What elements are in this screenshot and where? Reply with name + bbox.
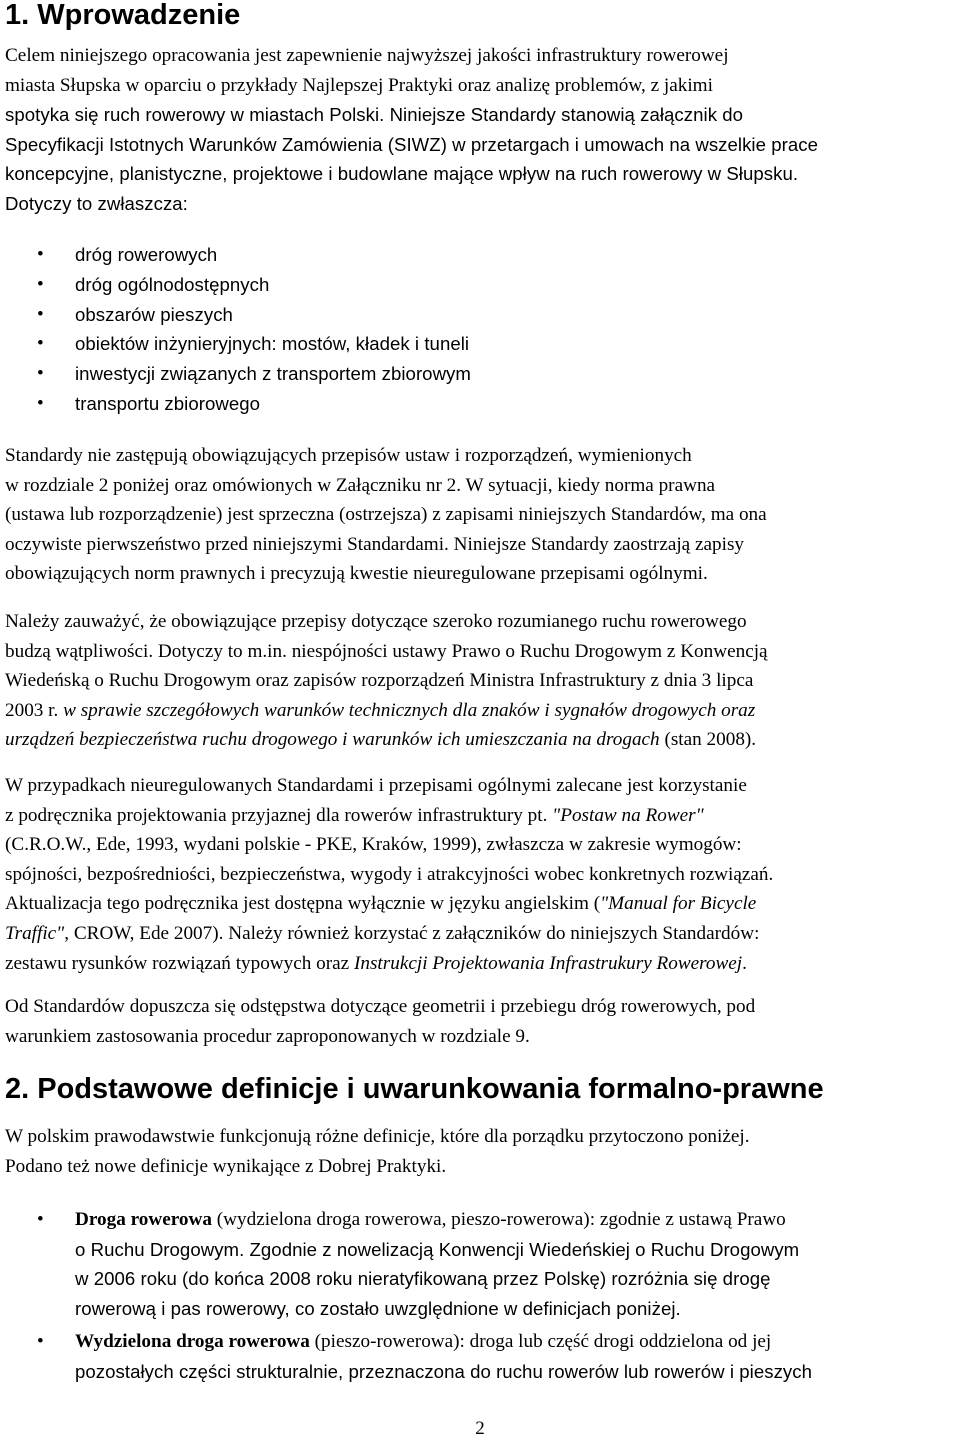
- text-line: (ustawa lub rozporządzenie) jest sprzeczna (ostrzejsza) z zapisami niniejszych Standardów, ma ona: [5, 504, 767, 526]
- text-line: Specyfikacji Istotnych Warunków Zamówienia (SIWZ) w przetargach i umowach na wszelkie prace: [5, 133, 818, 155]
- text-line: warunkiem zastosowania procedur zaproponowanych w rozdziale 9.: [5, 1025, 530, 1047]
- list-item: [0, 240, 960, 270]
- text-line: W przypadkach nieuregulowanych Standardami i przepisami ogólnymi zalecane jest korzystanie: [5, 775, 747, 796]
- bullet-icon: •: [37, 303, 44, 325]
- deviation-paragraph: [5, 992, 960, 1051]
- definition-term: Droga rowerowa: [75, 1209, 212, 1230]
- text-line: spójności, bezpośredniości, bezpieczeństwa, wygody i atrakcyjności wobec konkretnych rozwiązań.: [5, 863, 774, 885]
- bullet-icon: •: [37, 333, 44, 355]
- text-run: .: [742, 952, 747, 974]
- text-line: pozostałych części strukturalnie, przeznaczona do ruchu rowerów lub rowerów i pieszych: [75, 1360, 813, 1382]
- book-title: "Postaw na Rower": [552, 804, 704, 826]
- text-run: zestawu rysunków rozwiązań typowych oraz: [5, 952, 354, 974]
- text-line: w 2006 roku (do końca 2008 roku nieratyfikowaną przez Polskę) rozróżnia się drogę: [75, 1268, 771, 1290]
- standards-paragraph: [5, 441, 960, 589]
- text-line: Należy zauważyć, że obowiązujące przepisy dotyczące szeroko rozumianego ruchu rowerowego: [5, 611, 747, 632]
- definition-text: (pieszo-rowerowa): droga lub część drogi oddzielona od jej: [309, 1331, 772, 1353]
- text-line: [75, 1327, 960, 1357]
- regulation-title: urządzeń bezpieczeństwa ruchu drogowego i warunków ich umieszczania na drogach: [5, 729, 660, 751]
- text-line: Standardy nie zastępują obowiązujących przepisów ustaw i rozporządzeń, wymienionych: [5, 445, 692, 466]
- list-item: [0, 300, 960, 330]
- text-line: obowiązujących norm prawnych i precyzują kwestie nieuregulowane przepisami ogólnymi.: [5, 563, 708, 585]
- definition-text: (wydzielona droga rowerowa, pieszo-rowerowa): zgodnie z ustawą Prawo: [211, 1209, 786, 1230]
- handbook-paragraph: [5, 771, 960, 978]
- bullet-icon: •: [37, 273, 44, 295]
- text-line: [5, 919, 960, 949]
- instruction-title: Instrukcji Projektowania Infrastrukury Rowerowej: [353, 952, 743, 974]
- text-line: [5, 949, 960, 979]
- text-line: Podano też nowe definicje wynikające z Dobrej Praktyki.: [5, 1155, 447, 1177]
- text-line: spotyka się ruch rowerowy w miastach Polski. Niniejsze Standardy stanowią załącznik do: [5, 104, 744, 126]
- list-item-text: dróg rowerowych: [75, 244, 218, 265]
- text-line: [75, 1205, 960, 1235]
- text-line: Dotyczy to zwłaszcza:: [5, 192, 188, 214]
- text-line: miasta Słupska w oparciu o przykłady Najlepszej Praktyki oraz analizę problemów, z jakimi: [5, 74, 713, 96]
- book-title: Traffic": [5, 922, 65, 944]
- text-run: , CROW, Ede 2007). Należy również korzystać z załączników do niniejszych Standardów:: [64, 922, 760, 944]
- intro-paragraph: [5, 41, 960, 219]
- book-title: "Manual for Bicycle: [600, 893, 757, 915]
- list-item-text: inwestycji związanych z transportem zbiorowym: [75, 363, 471, 385]
- text-line: oczywiste pierwszeństwo przed niniejszymi Standardami. Niniejsze Standardy zaostrzają zapisy: [5, 533, 745, 555]
- text-line: w rozdziale 2 poniżej oraz omówionych w Załączniku nr 2. W sytuacji, kiedy norma prawna: [5, 474, 716, 496]
- list-item: [0, 329, 960, 359]
- text-line: [5, 801, 960, 831]
- text-line: o Ruchu Drogowym. Zgodnie z nowelizacją Konwencji Wiedeńskiej o Ruchu Drogowym: [75, 1238, 800, 1260]
- text-line: budzą wątpliwości. Dotyczy to m.in. niespójności ustawy Prawo o Ruchu Drogowym z Konwencją: [5, 640, 768, 662]
- list-item-text: transportu zbiorowego: [75, 392, 261, 414]
- definition-item: [0, 1205, 960, 1323]
- definitions-intro: [5, 1122, 960, 1181]
- bullet-icon: •: [37, 244, 44, 265]
- text-run: (stan 2008).: [659, 729, 757, 751]
- text-line: Od Standardów dopuszcza się odstępstwa dotyczące geometrii i przebiegu dróg rowerowych, pod: [5, 996, 756, 1017]
- bullet-icon: •: [37, 1209, 44, 1230]
- list-item-text: obszarów pieszych: [75, 303, 233, 325]
- text-run: 2003 r.: [5, 699, 64, 721]
- text-line: Celem niniejszego opracowania jest zapewnienie najwyższej jakości infrastruktury rowerowej: [5, 45, 729, 66]
- list-item: [0, 389, 960, 419]
- list-item-text: obiektów inżynieryjnych: mostów, kładek i tuneli: [75, 333, 470, 355]
- list-item: [0, 359, 960, 389]
- list-item: [0, 270, 960, 300]
- text-line: [5, 696, 960, 726]
- text-line: rowerową i pas rowerowy, co zostało uwzględnione w definicjach poniżej.: [75, 1297, 681, 1319]
- regulations-paragraph: [5, 607, 960, 755]
- text-run: z podręcznika projektowania przyjaznej dla rowerów infrastruktury pt.: [5, 804, 553, 826]
- text-run: Aktualizacja tego podręcznika jest dostępna wyłącznie w języku angielskim (: [5, 893, 601, 915]
- page-number: 2: [475, 1418, 485, 1439]
- text-line: (C.R.O.W., Ede, 1993, wydani polskie - PKE, Kraków, 1999), zwłaszcza w zakresie wymogów:: [5, 834, 742, 856]
- section-2-heading: 2. Podstawowe definicje i uwarunkowania formalno-prawne: [5, 1073, 824, 1105]
- bullet-icon: •: [37, 363, 44, 385]
- text-line: Wiedeńską o Ruchu Drogowym oraz zapisów rozporządzeń Ministra Infrastruktury z dnia 3 lipca: [5, 670, 754, 692]
- definition-term: Wydzielona droga rowerowa: [75, 1331, 310, 1353]
- text-line: koncepcyjne, planistyczne, projektowe i budowlane mające wpływ na ruch rowerowy w Słupsku.: [5, 163, 799, 185]
- bullet-icon: •: [37, 1331, 44, 1353]
- text-line: [5, 725, 960, 755]
- text-line: [5, 889, 960, 919]
- bullet-icon: •: [37, 392, 44, 414]
- text-line: W polskim prawodawstwie funkcjonują różne definicje, które dla porządku przytoczono poniżej.: [5, 1126, 750, 1147]
- definitions-list: [0, 1205, 960, 1387]
- section-1-heading: 1. Wprowadzenie: [5, 0, 241, 31]
- list-item-text: dróg ogólnodostępnych: [75, 273, 270, 295]
- regulation-title: w sprawie szczegółowych warunków technicznych dla znaków i sygnałów drogowych oraz: [63, 699, 756, 721]
- definition-item: [0, 1327, 960, 1386]
- scope-bullet-list: [0, 240, 960, 419]
